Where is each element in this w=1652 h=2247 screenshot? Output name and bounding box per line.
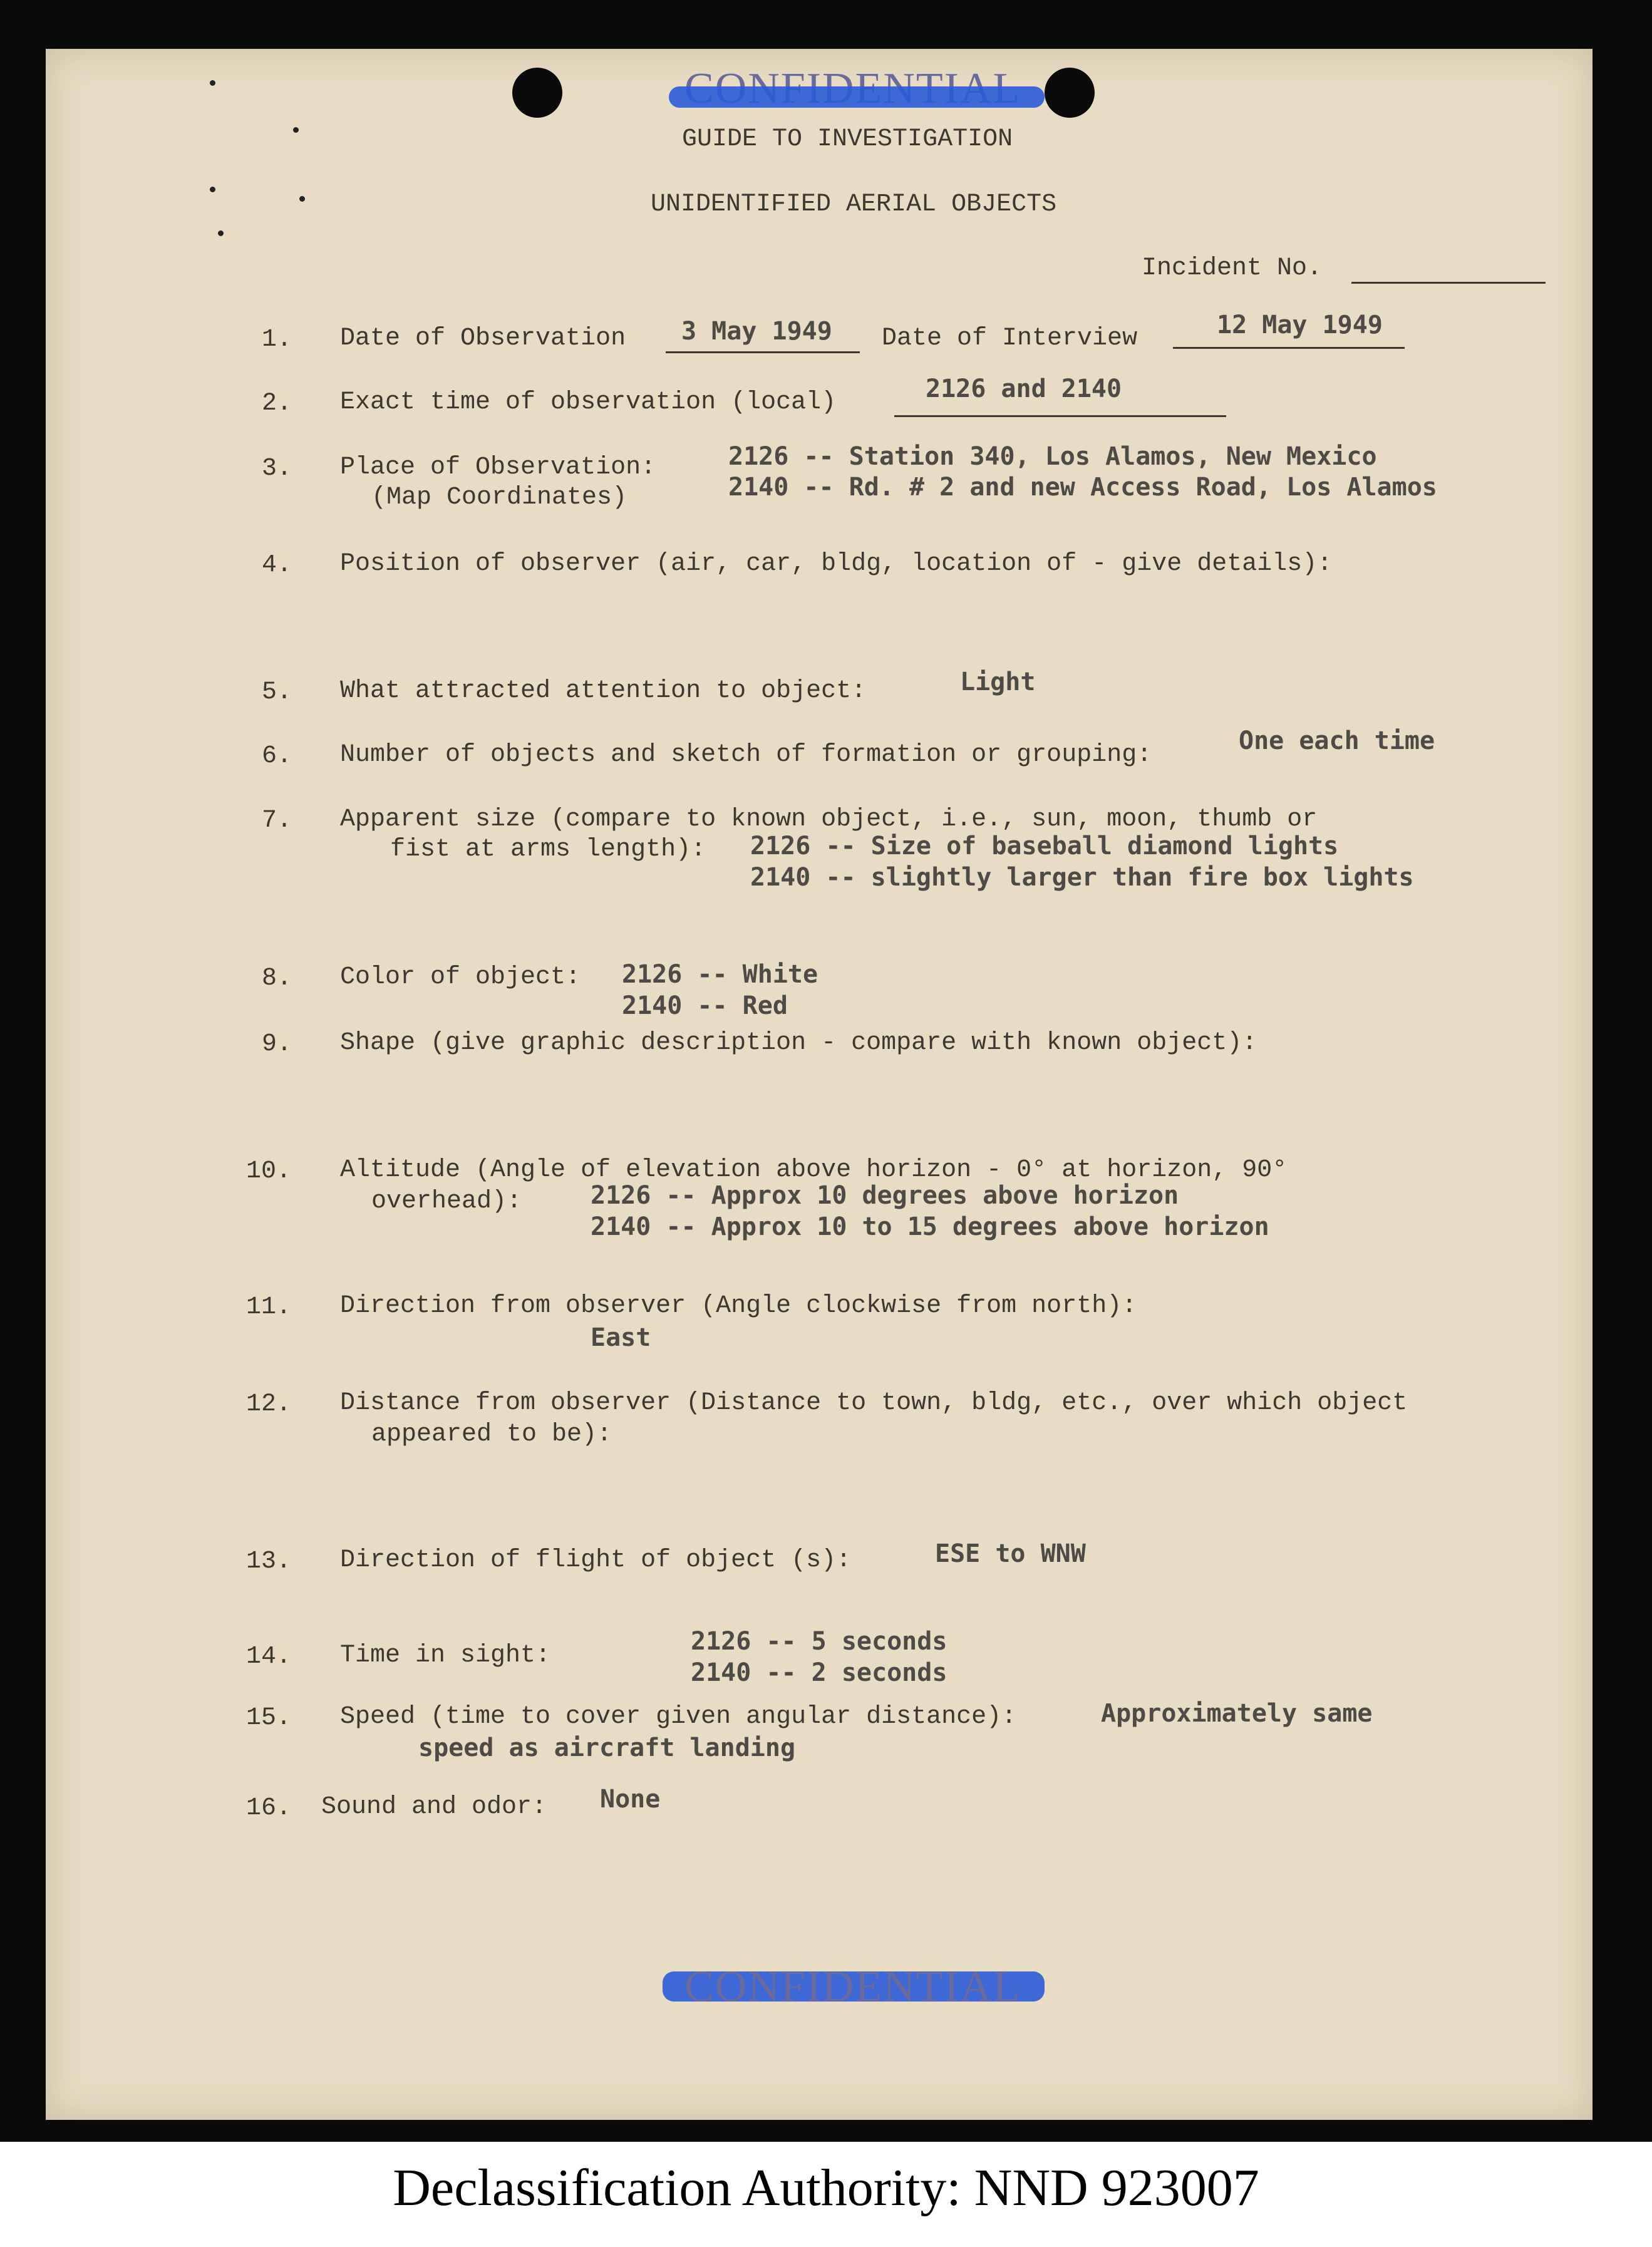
incident-number-line <box>1351 282 1546 284</box>
incident-label: Incident No. <box>1142 254 1323 282</box>
fill-line <box>894 415 1226 417</box>
declassification-caption: Declassification Authority: NND 923007 <box>393 2159 1259 2217</box>
item-value: 2126 -- Size of baseball diamond lights <box>750 832 1339 860</box>
item-value: None <box>600 1785 661 1814</box>
item-label: Direction of flight of object (s): <box>340 1546 852 1574</box>
item-value: ESE to WNW <box>935 1539 1086 1568</box>
item-value: 2126 and 2140 <box>926 374 1122 403</box>
item-value-b: 2140 -- Rd. # 2 and new Access Road, Los Alamos <box>728 473 1437 502</box>
item-label-b: (Map Coordinates) <box>371 483 627 512</box>
item-number: 1. <box>262 326 292 354</box>
item-value-b: 2140 -- Approx 10 to 15 degrees above horizon <box>591 1212 1269 1241</box>
item-number: 3. <box>262 455 292 483</box>
item-number: 4. <box>262 551 292 579</box>
item-label: What attracted attention to object: <box>340 677 867 705</box>
item-value-2: 12 May 1949 <box>1217 311 1383 339</box>
title-line-2: UNIDENTIFIED AERIAL OBJECTS <box>651 190 1057 219</box>
punch-hole-right <box>1045 68 1095 118</box>
item-number: 16. <box>246 1794 292 1822</box>
item-value-b: 2140 -- slightly larger than fire box lights <box>750 863 1414 892</box>
item-label-2: Date of Interview <box>882 324 1138 353</box>
item-value: 2126 -- 5 seconds <box>691 1627 947 1656</box>
item-label: Shape (give graphic description - compare with known object): <box>340 1029 1257 1057</box>
item-value: 3 May 1949 <box>681 317 832 346</box>
title-line-1: GUIDE TO INVESTIGATION <box>682 125 1013 153</box>
item-number: 12. <box>246 1390 292 1418</box>
item-number: 8. <box>262 964 292 993</box>
item-label: Speed (time to cover given angular distance): <box>340 1703 1017 1731</box>
item-label: Distance from observer (Distance to town, bldg, etc., over which object <box>340 1389 1408 1417</box>
item-number: 15. <box>246 1704 292 1732</box>
speck <box>293 127 299 133</box>
item-value-b: speed as aircraft landing <box>418 1733 796 1762</box>
item-value-b: 2140 -- Red <box>622 991 788 1020</box>
item-value: 2126 -- Approx 10 degrees above horizon <box>591 1181 1179 1210</box>
item-number: 13. <box>246 1547 292 1576</box>
item-label: Color of object: <box>340 963 581 991</box>
item-value: 2126 -- Station 340, Los Alamos, New Mexico <box>728 442 1377 471</box>
item-value: Approximately same <box>1101 1699 1373 1728</box>
fill-line <box>1173 347 1405 349</box>
item-number: 6. <box>262 742 292 770</box>
item-number: 14. <box>246 1643 292 1671</box>
item-label: Sound and odor: <box>321 1793 547 1821</box>
item-number: 9. <box>262 1030 292 1058</box>
fill-line <box>666 351 860 353</box>
item-number: 2. <box>262 390 292 418</box>
speck <box>210 80 215 86</box>
item-label: Apparent size (compare to known object, i.e., sun, moon, thumb or <box>340 805 1318 834</box>
item-label: Date of Observation <box>340 324 626 353</box>
document-page <box>46 49 1593 2120</box>
speck <box>218 230 224 236</box>
punch-hole-left <box>512 68 562 118</box>
item-number: 11. <box>246 1293 292 1321</box>
speck <box>210 187 215 192</box>
item-value: One each time <box>1239 726 1435 755</box>
item-value: East <box>591 1323 651 1352</box>
item-number: 5. <box>262 678 292 706</box>
item-value: Light <box>960 668 1036 696</box>
item-label: Number of objects and sketch of formation or grouping: <box>340 741 1152 769</box>
item-label: Position of observer (air, car, bldg, location of - give details): <box>340 550 1333 578</box>
item-label: Altitude (Angle of elevation above horizon - 0° at horizon, 90° <box>340 1156 1288 1184</box>
speck <box>299 196 305 202</box>
item-label: Direction from observer (Angle clockwise from north): <box>340 1292 1137 1320</box>
item-label-b: overhead): <box>371 1187 522 1216</box>
marker-stroke-top <box>669 86 1045 108</box>
item-label-b: appeared to be): <box>371 1420 612 1449</box>
item-number: 10. <box>246 1157 292 1185</box>
item-label: Time in sight: <box>340 1641 551 1670</box>
item-label-b: fist at arms length): <box>390 835 706 864</box>
item-number: 7. <box>262 807 292 835</box>
confidential-stamp-bottom: CONFIDENTIAL <box>684 1963 1021 2011</box>
item-label: Exact time of observation (local) <box>340 388 837 416</box>
item-label: Place of Observation: <box>340 453 656 482</box>
item-value-b: 2140 -- 2 seconds <box>691 1658 947 1687</box>
item-value: 2126 -- White <box>622 960 818 989</box>
